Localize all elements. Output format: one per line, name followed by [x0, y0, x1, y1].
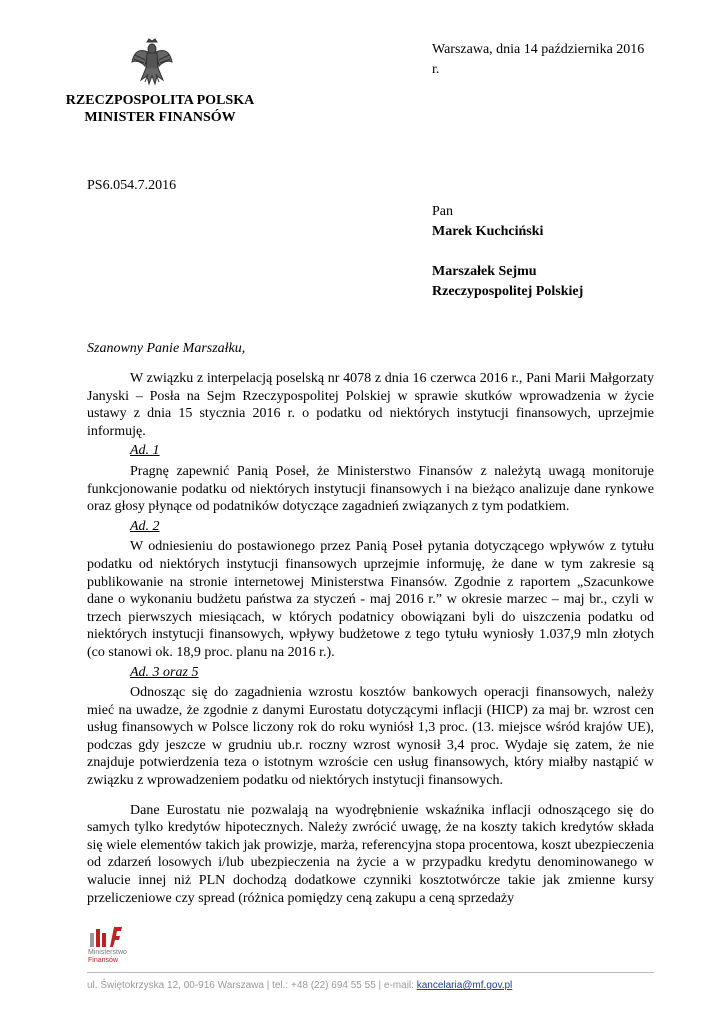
letter-body: [87, 370, 654, 907]
addressee-name: Marek Kuchciński: [432, 224, 544, 239]
salutation: Szanowny Panie Marszałku,: [87, 341, 246, 356]
country-name: RZECZPOSPOLITA POLSKA: [65, 93, 255, 108]
ministry-logo-text: [88, 949, 127, 965]
eurostat-paragraph: Dane Eurostatu nie pozwalają na wyodrębnienie wskaźnika inflacji odnoszącego się do samych tylko kredytów hipotecznych. Należy zwrócić uwagę, że na koszty takich kredytów składa się wiele elementów takich jak prowizje, marża, referencyjna stopa procentowa, koszt ubezpieczenia od zdarzeń losowych i/lub ubezpieczenia na życie a w przypadku kredytu denominowanego w walucie innej niż PLN dochodzą dodatkowe czynniki kosztotwórcze takie jak zmienne kursy przeliczeniowe czy spread (różnica pomiędzy ceną zakupu a ceną sprzedaży: [87, 802, 654, 906]
letterhead: [60, 92, 260, 126]
ad2-paragraph: W odniesieniu do postawionego przez Panią Poseł pytania dotyczącego wpływów z tytułu podatku od niektórych instytucji finansowych uprzejmie informuję, że dane w tym zakresie są publikowanie na stronie internetowej Ministerstwa Finansów. Zgodnie z raportem „Szacunkowe dane o wykonaniu budżetu państwa za styczeń - maj 2016 r.” w okresie marzec – maj br., czyli w trzech pierwszych miesiącach, w których podatnicy obowiązani byli do uiszczenia podatku od niektórych instytucji finansowych, wpływy budżetowe z tego tytułu wyniosły 1.037,9 mln złotych (co stanowi ok. 18,9 proc. planu na 2016 r.).: [87, 539, 654, 660]
section-heading-ad2: Ad. 2: [130, 518, 160, 534]
letter-date: [432, 40, 644, 80]
addressee-role-1: Marszałek Sejmu: [432, 264, 537, 279]
addressee-block: [432, 202, 583, 302]
footer-divider: [87, 972, 654, 973]
footer: [87, 980, 512, 991]
logo-line-1: Ministerstwo: [88, 949, 127, 956]
addressee-role-2: Rzeczypospolitej Polskiej: [432, 284, 584, 299]
footer-address: ul. Świętokrzyska 12, 00-916 Warszawa | tel.: +48 (22) 694 55 55 | e-mail:: [87, 980, 417, 991]
ad3-paragraph: Odnosząc się do zagadnienia wzrostu kosztów bankowych operacji finansowych, należy mieć na uwadze, że zgodnie z danymi Eurostatu dotyczącymi inflacji (HICP) za maj br. wzrost cen usług finansowych w Polsce liczony rok do roku wyniósł 1,3 proc. (13. miejsce wśród krajów UE), podczas gdy jeszcze w grudniu ub.r. roczny wzrost wynosił 3,4 proc. Wydaje się zatem, że nie znajduje potwierdzenia teza o istotnym wzroście cen usług finansowych, który miałby nastąpić w związku z wprowadzeniem podatku od niektórych instytucji finansowych.: [87, 685, 654, 789]
section-heading-ad3: Ad. 3 oraz 5: [130, 664, 199, 680]
date-line-1: Warszawa, dnia 14 października 2016: [432, 42, 645, 57]
section-heading-ad1: Ad. 1: [130, 443, 160, 459]
intro-paragraph: W związku z interpelacją poselską nr 4078 z dnia 16 czerwca 2016 r., Pani Marii Małgorzaty Janyski – Posła na Sejm Rzeczypospolitej Polskiej w sprawie skutków wprowadzenia w życie ustawy z dnia 15 stycznia 2016 r. o podatku od niektórych instytucji finansowych, uprzejmie informuję.: [87, 371, 654, 439]
office-name: MINISTER FINANSÓW: [84, 110, 236, 125]
reference-number: PS6.054.7.2016: [87, 178, 177, 193]
date-line-2: r.: [432, 62, 440, 77]
addressee-title: Pan: [432, 204, 453, 219]
footer-email-link[interactable]: kancelaria@mf.gov.pl: [416, 980, 513, 991]
logo-line-2: Finansów: [88, 957, 118, 964]
polish-eagle-emblem: [131, 38, 173, 88]
ad1-paragraph: Pragnę zapewnić Panią Poseł, że Ministerstwo Finansów z należytą uwagą monitoruje funkcjonowanie podatku od niektórych instytucji finansowych i na bieżąco analizuje dane rynkowe oraz głosy płynące od podatników dotyczące zagadnień związanych z tym podatkiem.: [87, 463, 654, 515]
